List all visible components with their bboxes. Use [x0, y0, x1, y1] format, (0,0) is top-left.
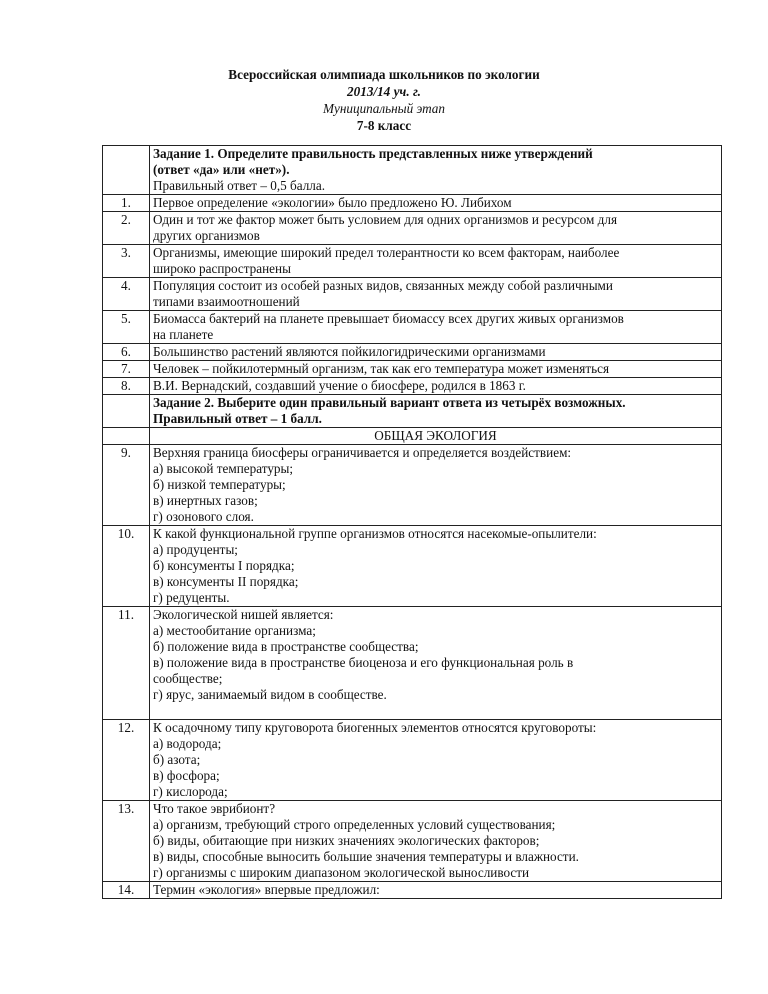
- answer-option: других организмов: [153, 228, 260, 243]
- question-content: [150, 212, 722, 245]
- question-text: Большинство растений являются пойкилогидрическими организмами: [153, 344, 546, 359]
- question-number: 7.: [103, 361, 150, 378]
- question-content: [150, 882, 722, 899]
- question-row: [103, 278, 722, 311]
- answer-option: б) низкой температуры;: [153, 477, 286, 492]
- question-row: [103, 882, 722, 899]
- question-text: В.И. Вернадский, создавший учение о биосфере, родился в 1863 г.: [153, 378, 526, 393]
- question-content: [150, 311, 722, 344]
- answer-option: а) водорода;: [153, 736, 222, 751]
- question-text: Что такое эврибионт?: [153, 801, 276, 816]
- number-cell: [103, 146, 150, 195]
- question-number: 3.: [103, 245, 150, 278]
- question-row: [103, 720, 722, 801]
- question-content: [150, 801, 722, 882]
- question-row: [103, 245, 722, 278]
- answer-option: г) ярус, занимаемый видом в сообществе.: [153, 687, 387, 702]
- question-content: [150, 344, 722, 361]
- section-title: ОБЩАЯ ЭКОЛОГИЯ: [374, 428, 497, 443]
- answer-option: г) организмы с широким диапазоном экологической выносливости: [153, 865, 530, 880]
- question-row: [103, 361, 722, 378]
- question-row: [103, 195, 722, 212]
- question-text: Верхняя граница биосферы ограничивается и определяется воздействием:: [153, 445, 572, 460]
- question-number: 2.: [103, 212, 150, 245]
- answer-option: в) виды, способные выносить большие значения температуры и влажности.: [153, 849, 579, 864]
- answer-option: в) положение вида в пространстве биоценоза и его функциональная роль в: [153, 655, 574, 670]
- content-cell: [150, 428, 722, 445]
- number-cell: [103, 428, 150, 445]
- question-content: [150, 378, 722, 395]
- answer-option: а) местообитание организма;: [153, 623, 316, 638]
- question-content: [150, 720, 722, 801]
- task2-score: Правильный ответ – 1 балл.: [153, 411, 322, 426]
- tasks-table: [102, 145, 722, 899]
- answer-option: б) консументы I порядка;: [153, 558, 295, 573]
- question-row: [103, 344, 722, 361]
- question-row: [103, 212, 722, 245]
- task2-title: Задание 2. Выберите один правильный вариант ответа из четырёх возможных.: [153, 395, 626, 410]
- question-number: 14.: [103, 882, 150, 899]
- answer-option: типами взаимоотношений: [153, 294, 300, 309]
- olympiad-title: Всероссийская олимпиада школьников по экологии: [228, 67, 540, 82]
- question-row: [103, 378, 722, 395]
- question-row: [103, 801, 722, 882]
- question-number: 13.: [103, 801, 150, 882]
- answer-option: б) виды, обитающие при низких значениях экологических факторов;: [153, 833, 540, 848]
- question-content: [150, 195, 722, 212]
- section-row: [103, 428, 722, 445]
- question-content: [150, 278, 722, 311]
- question-text: Термин «экология» впервые предложил:: [153, 882, 380, 897]
- answer-option: б) азота;: [153, 752, 201, 767]
- answer-option: г) озонового слоя.: [153, 509, 254, 524]
- question-content: [150, 526, 722, 607]
- answer-option: г) редуценты.: [153, 590, 230, 605]
- answer-option: г) кислорода;: [153, 784, 228, 799]
- question-row: [103, 311, 722, 344]
- question-text: Популяция состоит из особей разных видов, связанных между собой различными: [153, 278, 613, 293]
- number-cell: [103, 395, 150, 428]
- question-text: Первое определение «экологии» было предложено Ю. Либихом: [153, 195, 512, 210]
- answer-option: [153, 703, 718, 719]
- question-text: Экологической нишей является:: [153, 607, 334, 622]
- task1-title: Задание 1. Определите правильность представленных ниже утверждений: [153, 146, 593, 161]
- question-row: [103, 445, 722, 526]
- answer-option: б) положение вида в пространстве сообщества;: [153, 639, 419, 654]
- question-content: [150, 245, 722, 278]
- tasks-table-body: [103, 146, 722, 899]
- task1-header-row: [103, 146, 722, 195]
- question-number: 8.: [103, 378, 150, 395]
- stage-name: Муниципальный этап: [323, 101, 445, 116]
- academic-year: 2013/14 уч. г.: [347, 84, 421, 99]
- question-text: Один и тот же фактор может быть условием для одних организмов и ресурсом для: [153, 212, 618, 227]
- content-cell: [150, 146, 722, 195]
- task1-score: Правильный ответ – 0,5 балла.: [153, 178, 326, 193]
- question-number: 5.: [103, 311, 150, 344]
- question-text: К какой функциональной группе организмов относятся насекомые-опылители:: [153, 526, 597, 541]
- question-text: Человек – пойкилотермный организм, так как его температура может изменяться: [153, 361, 610, 376]
- task2-header-row: [103, 395, 722, 428]
- answer-option: в) фосфора;: [153, 768, 220, 783]
- grade-label: 7-8 класс: [356, 118, 412, 133]
- answer-option: в) консументы II порядка;: [153, 574, 299, 589]
- question-number: 11.: [103, 607, 150, 720]
- question-text: К осадочному типу круговорота биогенных элементов относятся круговороты:: [153, 720, 597, 735]
- content-cell: [150, 395, 722, 428]
- question-content: [150, 361, 722, 378]
- answer-option: сообществе;: [153, 671, 223, 686]
- question-content: [150, 607, 722, 720]
- document-header: [0, 66, 768, 134]
- question-number: 4.: [103, 278, 150, 311]
- answer-option: широко распространены: [153, 261, 291, 276]
- answer-option: а) продуценты;: [153, 542, 238, 557]
- question-text: Организмы, имеющие широкий предел толерантности ко всем факторам, наиболее: [153, 245, 620, 260]
- question-row: [103, 526, 722, 607]
- question-number: 1.: [103, 195, 150, 212]
- question-number: 9.: [103, 445, 150, 526]
- question-text: Биомасса бактерий на планете превышает биомассу всех других живых организмов: [153, 311, 624, 326]
- question-content: [150, 445, 722, 526]
- question-number: 12.: [103, 720, 150, 801]
- answer-option: а) организм, требующий строго определенных условий существования;: [153, 817, 556, 832]
- answer-option: на планете: [153, 327, 214, 342]
- answer-option: в) инертных газов;: [153, 493, 258, 508]
- question-number: 10.: [103, 526, 150, 607]
- question-number: 6.: [103, 344, 150, 361]
- task1-title-cont: (ответ «да» или «нет»).: [153, 162, 290, 177]
- question-row: [103, 607, 722, 720]
- answer-option: а) высокой температуры;: [153, 461, 294, 476]
